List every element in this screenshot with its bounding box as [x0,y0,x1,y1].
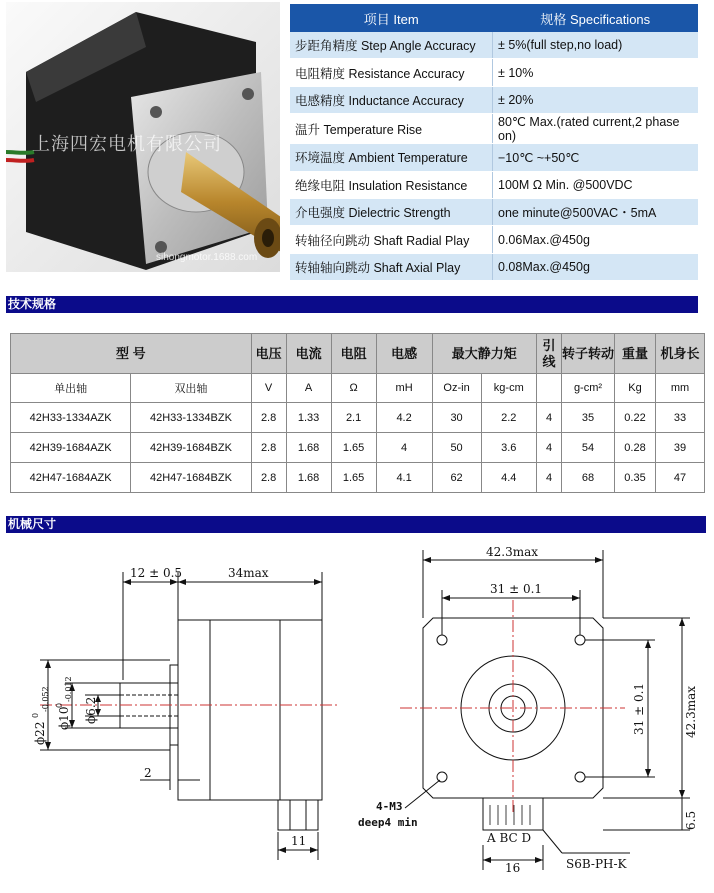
section-header-mechanical-dimensions: 机械尺寸 [6,516,706,533]
holes-depth: deep4 min [358,816,418,829]
cell-voltage: 2.8 [251,403,286,433]
spec-item: 介电强度 Dielectric Strength [290,198,493,225]
cell-torque-ozin: 30 [432,403,481,433]
cell-weight: 0.35 [615,463,656,493]
dim-shaft-length: 12 ± 0.5 [130,566,183,580]
tech-header-model: 型 号 [11,334,252,374]
dim-front-width: 42.3max [486,545,539,559]
cell-voltage: 2.8 [251,433,286,463]
spec-row [290,171,698,198]
connector-type: S6B-PH-K [566,857,627,871]
unit-g-cm2: g-cm² [562,374,615,403]
cell-double-model: 42H33-1334BZK [131,403,251,433]
connector-pins: A BC D [487,831,532,845]
tech-header-leads: 引线 [537,334,562,374]
tech-header-length: 机身长 [656,334,705,374]
unit-v: V [251,374,286,403]
unit-double-shaft: 双出轴 [131,374,251,403]
spec-item: 转轴径向跳动 Shaft Radial Play [290,226,493,253]
dim-connector-offset: 11 [291,834,307,848]
cell-voltage: 2.8 [251,463,286,493]
table-row [11,463,705,493]
cell-weight: 0.28 [615,433,656,463]
spec-row [290,32,698,59]
dim-hole-spacing: 31 ± 0.1 [490,582,543,596]
spec-item: 绝缘电阻 Insulation Resistance [290,171,493,198]
cell-torque-kgcm: 3.6 [481,433,536,463]
spec-value: 80℃ Max.(rated current,2 phase on) [493,114,699,144]
dim-connector-width: 16 [505,861,521,875]
spec-row [290,59,698,86]
unit-oz-in: Oz-in [432,374,481,403]
cell-single-model: 42H47-1684AZK [11,463,131,493]
tech-header-voltage: 电压 [251,334,286,374]
spec-item: 电感精度 Inductance Accuracy [290,86,493,113]
spec-row [290,253,698,280]
spec-value: 100M Ω Min. @500VDC [493,171,699,198]
dim-hole-spacing-vertical: 31 ± 0.1 [632,682,646,735]
spec-item: 温升 Temperature Rise [290,114,493,144]
cell-resistance: 1.65 [331,433,376,463]
cell-double-model: 42H47-1684BZK [131,463,251,493]
mechanical-drawing [0,540,714,893]
section-header-tech-specs: 技术规格 [6,296,698,313]
spec-value: 0.06Max.@450g [493,226,699,253]
spec-item: 电阻精度 Resistance Accuracy [290,59,493,86]
tech-header-inductance: 电感 [376,334,432,374]
unit-single-shaft: 单出轴 [11,374,131,403]
spec-item: 环境温度 Ambient Temperature [290,144,493,171]
spec-row [290,86,698,113]
dim-diameter-10-tol0: 0 [55,702,64,708]
tech-header-row [11,334,705,374]
tech-header-torque: 最大静力矩 [432,334,536,374]
spec-row [290,198,698,225]
unit-a: A [286,374,331,403]
cell-length: 39 [656,433,705,463]
cell-current: 1.33 [286,403,331,433]
cell-rotor-inertia: 68 [562,463,615,493]
cell-resistance: 1.65 [331,463,376,493]
spec-value: one minute@500VAC・5mA [493,198,699,225]
spec-row [290,226,698,253]
cell-weight: 0.22 [615,403,656,433]
table-row [11,433,705,463]
dim-body-length: 34max [228,566,269,580]
spec-row [290,114,698,144]
dim-diameter-22: ϕ22 [33,721,47,745]
dim-front-height: 42.3max [684,685,698,738]
spec-value: ± 5%(full step,no load) [493,32,699,59]
tech-header-resistance: 电阻 [331,334,376,374]
cell-current: 1.68 [286,463,331,493]
cell-rotor-inertia: 35 [562,403,615,433]
spec-item: 步距角精度 Step Angle Accuracy [290,32,493,59]
cell-leads: 4 [537,403,562,433]
specification-table [290,4,698,281]
unit-kg: Kg [615,374,656,403]
spec-value: 0.08Max.@450g [493,253,699,280]
photo-watermark: 上海四宏电机有限公司 [32,134,222,154]
cell-length: 33 [656,403,705,433]
dim-diameter-10: ϕ10 [57,706,71,730]
cell-current: 1.68 [286,433,331,463]
holes-label: 4-M3 [376,800,403,813]
spec-value: −10℃ ~+50℃ [493,144,699,171]
dim-flange: 2 [144,766,152,780]
spec-row [290,144,698,171]
dim-diameter-22-tol0: 0 [31,712,40,718]
tech-unit-row [11,374,705,403]
spec-item: 转轴轴向跳动 Shaft Axial Play [290,253,493,280]
dim-diameter-10-tol: -0.012 [64,676,73,702]
dim-bottom-offset: 6.5 [684,810,698,830]
spec-header-spec: 规格 Specifications [493,4,699,32]
cell-inductance: 4 [376,433,432,463]
spec-header-item: 项目 Item [290,4,493,32]
cell-double-model: 42H39-1684BZK [131,433,251,463]
cell-single-model: 42H39-1684AZK [11,433,131,463]
motor-photo [6,2,280,272]
unit-ohm: Ω [331,374,376,403]
cell-single-model: 42H33-1334AZK [11,403,131,433]
photo-site-watermark: sihongmotor.1688.com [156,252,258,263]
cell-torque-kgcm: 4.4 [481,463,536,493]
cell-resistance: 2.1 [331,403,376,433]
unit-mh: mH [376,374,432,403]
cell-leads: 4 [537,463,562,493]
spec-value: ± 10% [493,59,699,86]
tech-header-rotor-inertia: 转子转动 [562,334,615,374]
tech-header-weight: 重量 [615,334,656,374]
unit-leads [537,374,562,403]
unit-kg-cm: kg-cm [481,374,536,403]
spec-value: ± 20% [493,86,699,113]
cell-torque-kgcm: 2.2 [481,403,536,433]
cell-inductance: 4.2 [376,403,432,433]
table-row [11,403,705,433]
cell-length: 47 [656,463,705,493]
cell-leads: 4 [537,433,562,463]
dim-diameter-6: ϕ6.2 [84,696,98,724]
technical-spec-table [10,333,705,493]
dim-diameter-22-tol: -0.052 [41,686,50,712]
cell-inductance: 4.1 [376,463,432,493]
cell-rotor-inertia: 54 [562,433,615,463]
tech-header-current: 电流 [286,334,331,374]
unit-mm: mm [656,374,705,403]
cell-torque-ozin: 62 [432,463,481,493]
cell-torque-ozin: 50 [432,433,481,463]
